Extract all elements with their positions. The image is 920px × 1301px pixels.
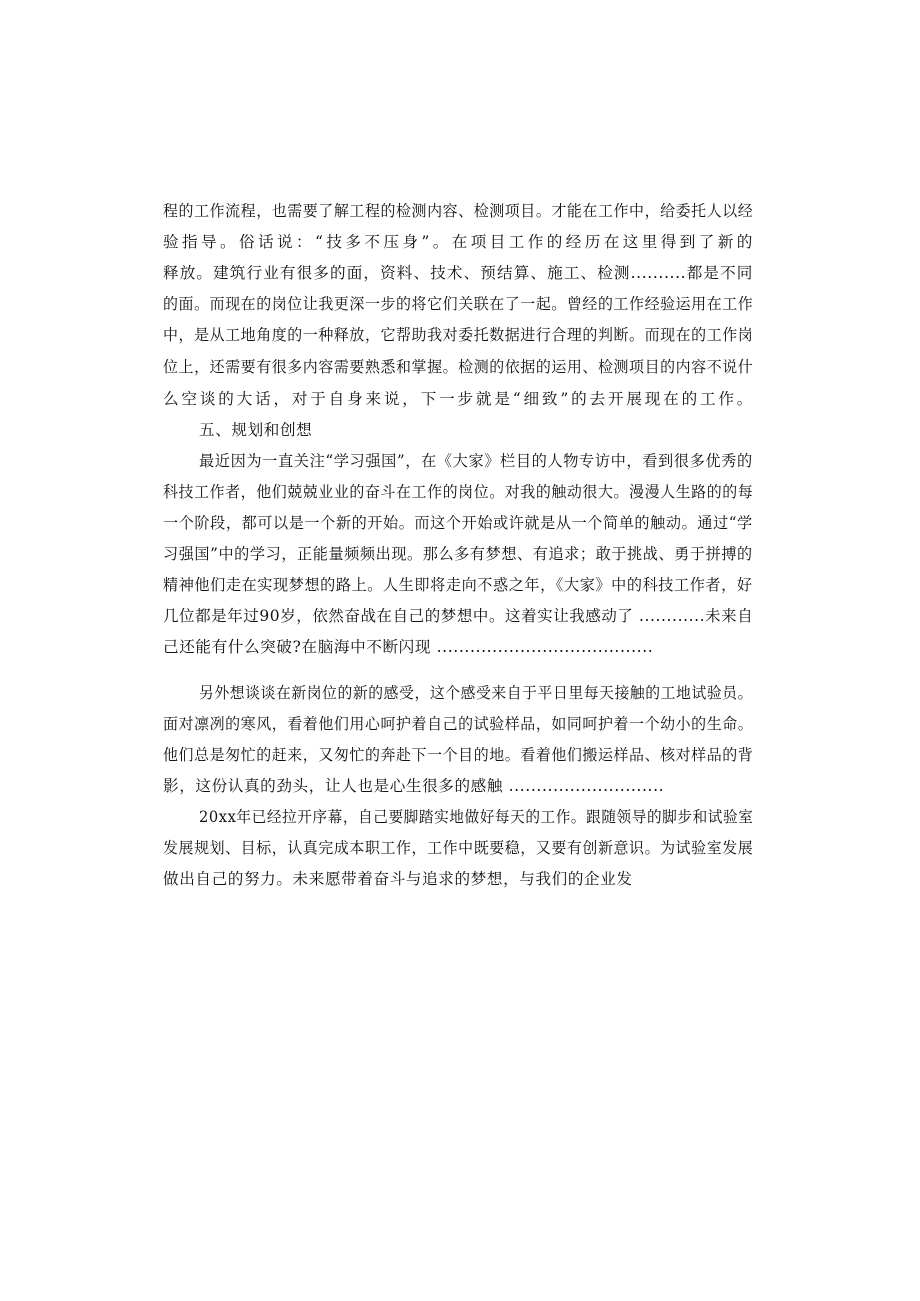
- text-line: 的面。而现在的岗位让我更深一步的将它们关联在了一起。曾经的工作经验运用在工作: [163, 295, 754, 313]
- text-line: 习强国”中的学习，正能量频频出现。那么多有梦想、有追求；敢于挑战、勇于拼搏的: [163, 545, 753, 563]
- text-line: 一个阶段，都可以是一个新的开始。而这个开始或许就是从一个简单的触动。通过“学: [163, 514, 753, 532]
- text-line: 己还能有什么突破?在脑海中不断闪现 .......................................: [163, 638, 654, 656]
- text-line: 他们总是匆忙的赶来，又匆忙的奔赴下一个目的地。看着他们搬运样品、核对样品的背: [163, 746, 754, 764]
- text-line: 20xx年已经拉开序幕，自己要脚踏实地做好每天的工作。跟随领导的脚步和试验室: [199, 808, 754, 826]
- text-line: 发展规划、目标，认真完成本职工作，工作中既要稳，又要有创新意识。为试验室发展: [163, 839, 754, 857]
- text-line: 最近因为一直关注“学习强国”，在《大家》栏目的人物专访中，看到很多优秀的: [199, 452, 753, 470]
- text-line: 另外想谈谈在新岗位的新的感受，这个感受来自于平日里每天接触的工地试验员。: [199, 684, 754, 702]
- text-line: 程的工作流程，也需要了解工程的检测内容、检测项目。才能在工作中，给委托人以经: [163, 202, 754, 220]
- text-line: 做出自己的努力。未来愿带着奋斗与追求的梦想，与我们的企业发: [163, 870, 633, 888]
- text-line: 位上，还需要有很多内容需要熟悉和掌握。检测的依据的运用、检测项目的内容不说什: [163, 358, 754, 376]
- text-line: 释放。建筑行业有很多的面，资料、技术、预结算、施工、检测..........都是不同: [163, 264, 753, 282]
- text-line: 么空谈的大话，对于自身来说，下一步就是“细致”的去开展现在的工作。: [163, 390, 753, 408]
- text-line: 影，这份认真的劲头，让人也是心生很多的感触 ............................: [163, 777, 665, 795]
- text-line: 几位都是年过90岁，依然奋战在自己的梦想中。这着实让我感动了 ............未来自: [163, 607, 754, 625]
- text-line: 中，是从工地角度的一种释放，它帮助我对委托数据进行合理的判断。而现在的工作岗: [163, 326, 754, 344]
- text-line: 验指导。俗话说：“技多不压身”。在项目工作的经历在这里得到了新的: [163, 233, 753, 251]
- text-line: 科技工作者，他们兢兢业业的奋斗在工作的岗位。对我的触动很大。漫漫人生路的的每: [163, 483, 754, 501]
- text-line: 五、规划和创想: [199, 421, 313, 439]
- text-line: 精神他们走在实现梦想的路上。人生即将走向不惑之年，《大家》中的科技工作者，好: [163, 576, 753, 594]
- text-line: 面对凛冽的寒风，看着他们用心呵护着自己的试验样品，如同呵护着一个幼小的生命。: [163, 715, 754, 733]
